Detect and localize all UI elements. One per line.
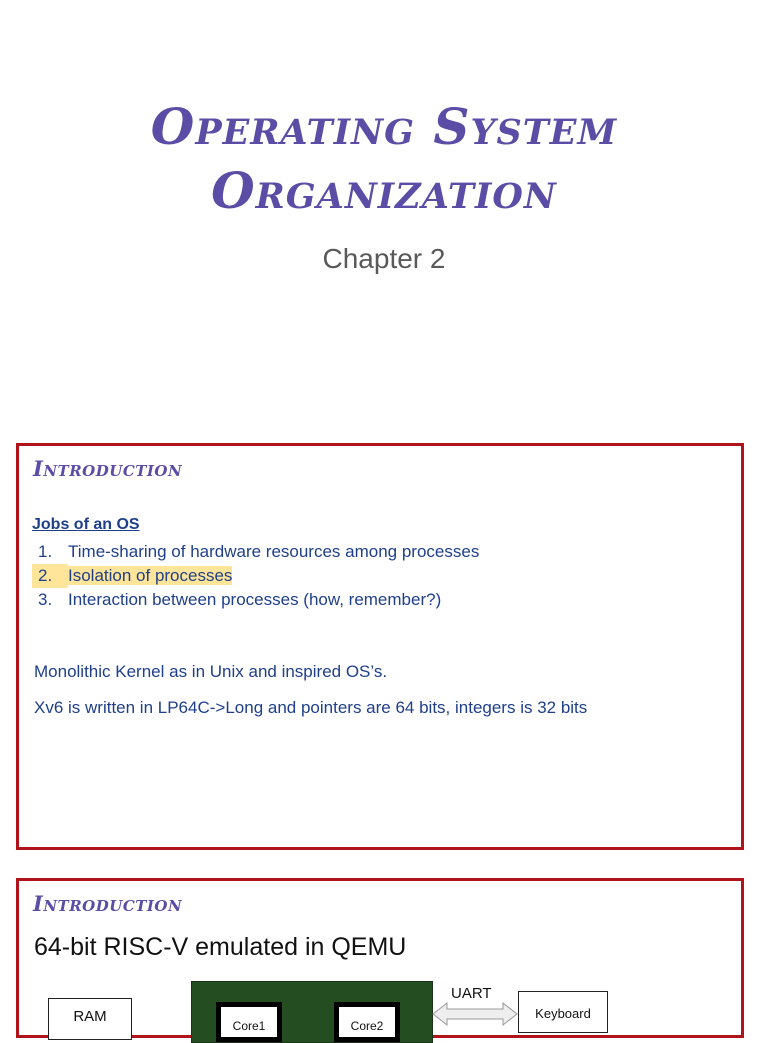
list-number: 2. xyxy=(32,564,68,588)
jobs-heading: Jobs of an OS xyxy=(32,516,140,533)
ram-box: RAM xyxy=(48,998,132,1040)
slide-body-text: 64-bit RISC-V emulated in QEMU xyxy=(34,933,407,961)
list-text: Isolation of processes xyxy=(68,566,233,585)
keyboard-box: Keyboard xyxy=(518,991,608,1033)
title-block xyxy=(0,95,768,275)
slide-heading: Introduction xyxy=(33,456,183,481)
list-item-highlighted xyxy=(32,564,479,588)
main-title xyxy=(0,95,768,223)
uart-double-arrow-icon xyxy=(431,1001,519,1027)
list-text: Interaction between processes (how, remember?) xyxy=(68,590,442,609)
slide-introduction-1 xyxy=(16,443,744,850)
slide-introduction-2 xyxy=(16,878,744,1038)
uart-label: UART xyxy=(451,985,492,1002)
paragraph-lp64c: Xv6 is written in LP64C->Long and pointers are 64 bits, integers is 32 bits xyxy=(34,698,588,717)
core-2-box: Core2 xyxy=(334,1002,400,1042)
list-number: 3. xyxy=(38,590,53,609)
core-1-box: Core1 xyxy=(216,1002,282,1042)
main-title-line-2: Organization xyxy=(211,161,557,220)
cpu-board xyxy=(191,981,433,1043)
jobs-list xyxy=(32,540,479,612)
list-text: Time-sharing of hardware resources among processes xyxy=(68,542,480,561)
slide-heading: Introduction xyxy=(33,891,183,916)
list-number: 1. xyxy=(38,542,53,561)
list-item xyxy=(32,540,479,564)
list-item xyxy=(32,588,479,612)
paragraph-monolithic-kernel: Monolithic Kernel as in Unix and inspired OS’s. xyxy=(34,662,388,681)
subtitle: Chapter 2 xyxy=(322,243,446,274)
main-title-line-1: Operating System xyxy=(150,97,618,156)
